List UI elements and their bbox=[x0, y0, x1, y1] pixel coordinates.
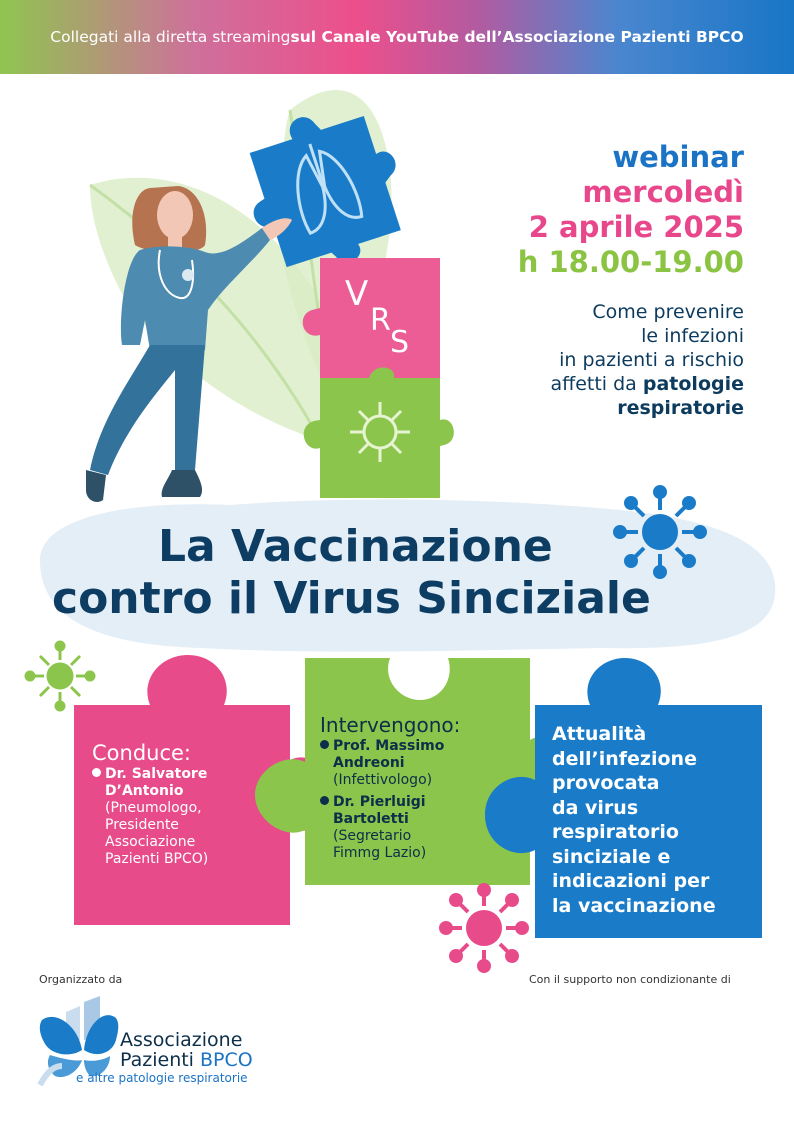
logo-line-2 bbox=[120, 1050, 253, 1070]
subtitle-line bbox=[550, 396, 744, 420]
subtitle-line: le infezioni bbox=[641, 325, 744, 347]
event-subtitle bbox=[550, 300, 744, 420]
bullet bbox=[92, 768, 101, 777]
subtitle-line bbox=[550, 372, 744, 396]
letter-r: R bbox=[370, 303, 391, 338]
moderator-role: Pazienti BPCO) bbox=[105, 851, 209, 867]
event-info bbox=[518, 140, 744, 280]
event-type: webinar bbox=[612, 140, 744, 174]
topic-line: sinciziale e bbox=[552, 845, 671, 868]
subtitle-bold: patologie bbox=[642, 373, 744, 395]
bullet bbox=[320, 740, 329, 749]
bullet bbox=[320, 796, 329, 805]
speaker-name: Dr. Pierluigi bbox=[333, 794, 426, 810]
title-line-2: contro il Virus Sinciziale bbox=[52, 573, 651, 624]
organized-by-label: Organizzato da bbox=[39, 973, 123, 986]
speaker-name: Bartoletti bbox=[333, 811, 409, 827]
association-logo-text bbox=[76, 1029, 253, 1086]
topic-line: Attualità bbox=[552, 723, 647, 745]
letter-s: S bbox=[390, 325, 410, 360]
moderator-name: D’Antonio bbox=[105, 783, 184, 799]
subtitle-line: Come prevenire bbox=[592, 301, 744, 323]
topic-line: respiratorio bbox=[552, 821, 679, 843]
speakers-heading: Intervengono: bbox=[320, 713, 461, 737]
banner-youtube-channel: sul Canale YouTube dell’Associazione Pazienti BPCO bbox=[290, 28, 744, 46]
speaker-name: Prof. Massimo bbox=[333, 738, 445, 754]
topic-line: la vaccinazione bbox=[552, 894, 716, 917]
moderator-heading: Conduce: bbox=[92, 741, 192, 765]
subtitle-text: affetti da bbox=[550, 373, 643, 395]
topic-line: provocata bbox=[552, 772, 660, 794]
speaker-name: Andreoni bbox=[333, 755, 405, 771]
logo-name: Pazienti bbox=[120, 1049, 200, 1071]
speaker bbox=[320, 738, 460, 789]
moderator bbox=[92, 766, 208, 868]
moderator-role: Presidente bbox=[105, 817, 179, 833]
speaker-role: (Segretario bbox=[333, 828, 412, 844]
topic-line: indicazioni per bbox=[552, 870, 710, 892]
topic-line: dell’infezione bbox=[552, 747, 697, 770]
logo-tagline: e altre patologie respiratorie bbox=[76, 1071, 248, 1085]
logo-accent: BPCO bbox=[200, 1049, 253, 1071]
event-day: mercoledì bbox=[582, 175, 744, 209]
title-line-1: La Vaccinazione bbox=[158, 521, 553, 572]
event-date: 2 aprile 2025 bbox=[528, 210, 744, 244]
moderator-name: Dr. Salvatore bbox=[105, 766, 208, 782]
subtitle-line: in pazienti a rischio bbox=[559, 349, 744, 371]
logo-line-1: Associazione bbox=[120, 1029, 243, 1051]
banner-text: Collegati alla diretta streaming bbox=[50, 28, 291, 46]
letter-v: V bbox=[345, 274, 369, 314]
virus-icon-green-small bbox=[26, 642, 94, 710]
virus-puzzle-piece bbox=[304, 367, 454, 498]
speaker bbox=[320, 794, 460, 862]
sponsor-label: Con il supporto non condizionante di bbox=[529, 973, 731, 986]
subtitle-bold: respiratorie bbox=[617, 397, 744, 419]
speakers-section bbox=[320, 712, 460, 862]
virus-icon-blue bbox=[615, 487, 705, 577]
topic-description bbox=[552, 722, 716, 918]
virus-icon-pink bbox=[441, 885, 527, 971]
speaker-role: (Infettivologo) bbox=[333, 772, 433, 788]
event-time: h 18.00-19.00 bbox=[517, 245, 744, 279]
moderator-role: (Pneumologo, bbox=[105, 800, 202, 816]
speaker-role: Fimmg Lazio) bbox=[333, 845, 427, 861]
topic-line: da virus bbox=[552, 796, 639, 819]
moderator-section bbox=[92, 740, 208, 868]
moderator-role: Associazione bbox=[105, 834, 196, 850]
